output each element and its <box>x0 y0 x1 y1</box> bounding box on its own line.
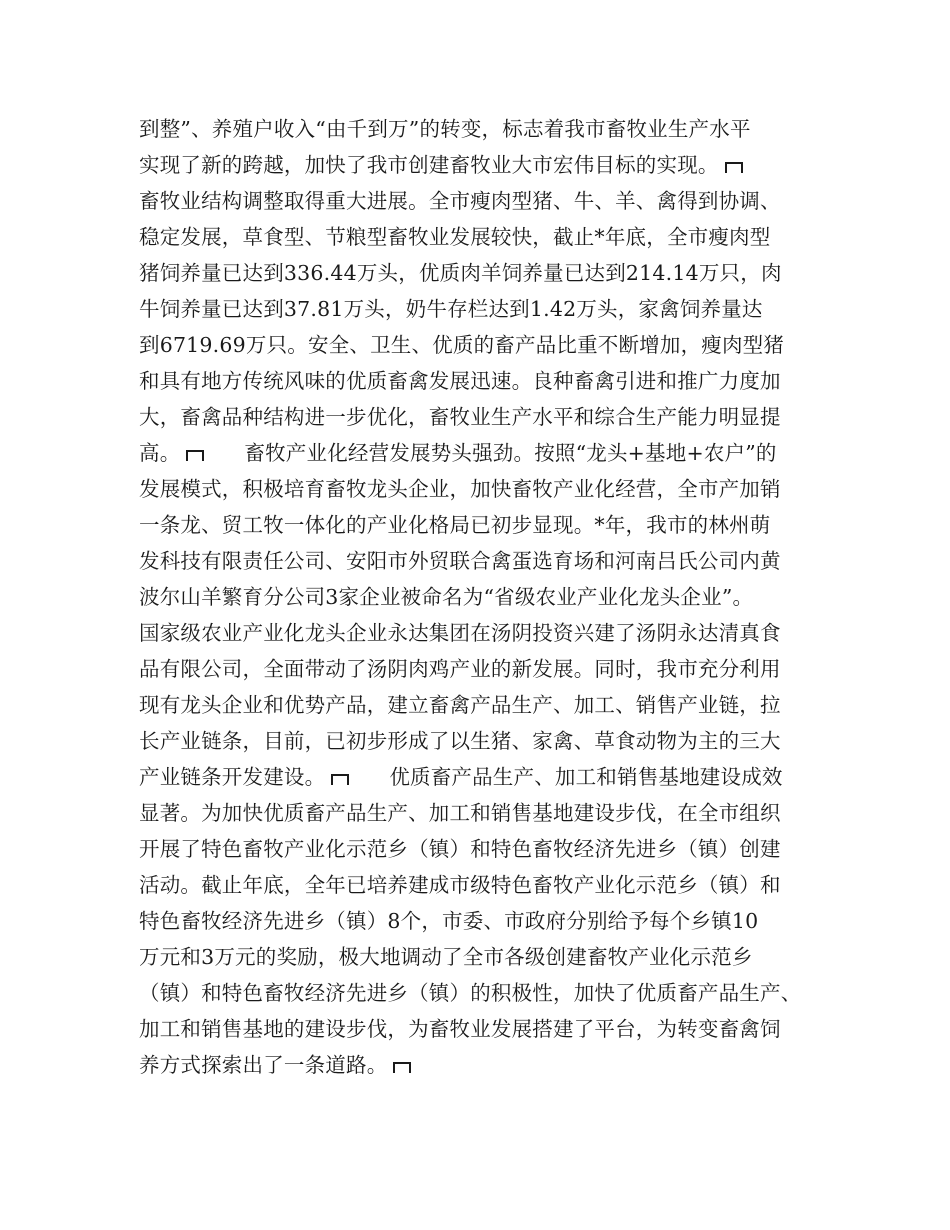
text-line: 稳定发展，草食型、节粮型畜牧业发展较快，截止*年底，全市瘦肉型 <box>139 225 771 249</box>
text-line: 发科技有限责任公司、安阳市外贸联合禽蛋选育场和河南吕氏公司内黄 <box>139 549 781 573</box>
paragraph-mark-icon <box>725 159 743 173</box>
text-line: 高。 畜牧产业化经营发展势头强劲。按照“龙头+基地+农户”的 <box>139 441 777 465</box>
text-line: 国家级农业产业化龙头企业永达集团在汤阴投资兴建了汤阴永达清真食 <box>139 621 781 645</box>
text-line: 一条龙、贸工牧一体化的产业化格局已初步显现。*年，我市的林州萌 <box>139 513 771 537</box>
text-line: 显著。为加快优质畜产品生产、加工和销售基地建设步伐，在全市组织 <box>139 801 781 825</box>
text-line: 长产业链条，目前，已初步形成了以生猪、家禽、草食动物为主的三大 <box>139 729 781 753</box>
text-line: 加工和销售基地的建设步伐，为畜牧业发展搭建了平台，为转变畜禽饲 <box>139 1017 781 1041</box>
text-line: 万元和3万元的奖励，极大地调动了全市各级创建畜牧产业化示范乡 <box>139 945 753 969</box>
text-line: （镇）和特色畜牧经济先进乡（镇）的积极性，加快了优质畜产品生产、 <box>139 981 802 1005</box>
text-line: 发展模式，积极培育畜牧龙头企业，加快畜牧产业化经营，全市产加销 <box>139 477 781 501</box>
paragraph-mark-icon <box>186 447 204 461</box>
text-line: 波尔山羊繁育分公司3家企业被命名为“省级农业产业化龙头企业”。 <box>139 585 754 609</box>
text-line: 产业链条开发建设。 优质畜产品生产、加工和销售基地建设成效 <box>139 765 783 789</box>
text-line: 现有龙头企业和优势产品，建立畜禽产品生产、加工、销售产业链，拉 <box>139 693 781 717</box>
text-line: 和具有地方传统风味的优质畜禽发展迅速。良种畜禽引进和推广力度加 <box>139 369 781 393</box>
paragraph-mark-icon <box>393 1059 411 1073</box>
text-line: 到6719.69万只。安全、卫生、优质的畜产品比重不断增加，瘦肉型猪 <box>139 333 785 357</box>
text-line: 到整”、养殖户收入“由千到万”的转变，标志着我市畜牧业生产水平 <box>139 117 751 141</box>
text-line: 牛饲养量已达到37.81万头，奶牛存栏达到1.42万头，家禽饲养量达 <box>139 297 763 321</box>
text-line: 活动。截止年底，全年已培养建成市级特色畜牧产业化示范乡（镇）和 <box>139 873 781 897</box>
text-line: 养方式探索出了一条道路。 <box>139 1047 819 1083</box>
text-line: 品有限公司，全面带动了汤阴肉鸡产业的新发展。同时，我市充分利用 <box>139 657 781 681</box>
text-line: 畜牧业结构调整取得重大进展。全市瘦肉型猪、牛、羊、禽得到协调、 <box>139 189 781 213</box>
document-body <box>139 111 819 1083</box>
text-line: 开展了特色畜牧产业化示范乡（镇）和特色畜牧经济先进乡（镇）创建 <box>139 837 781 861</box>
text-line: 特色畜牧经济先进乡（镇）8个，市委、市政府分别给予每个乡镇10 <box>139 909 759 933</box>
text-line: 猪饲养量已达到336.44万头，优质肉羊饲养量已达到214.14万只，肉 <box>139 261 782 285</box>
text-line: 实现了新的跨越，加快了我市创建畜牧业大市宏伟目标的实现。 <box>139 147 819 183</box>
text-line: 大，畜禽品种结构进一步优化，畜牧业生产水平和综合生产能力明显提 <box>139 405 781 429</box>
paragraph-mark-icon <box>331 771 349 785</box>
